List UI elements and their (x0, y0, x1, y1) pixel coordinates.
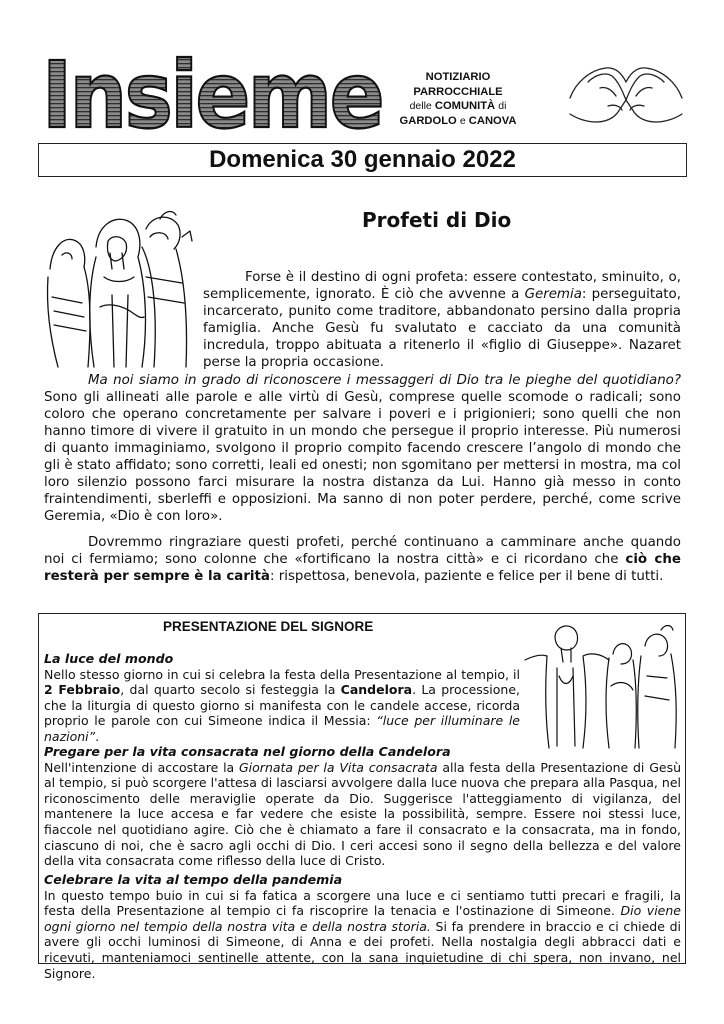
section-text: Nello stesso giorno in cui si celebra la festa della Presentazione al tempio, il 2 Febbraio, dal quarto secolo si festeggia la Candelora. La processione, che la liturgia di questo giorno si manifesta con le candele accese, ricorda proprio le parole con cui Simeone indica il Messia: “luce per illuminare le nazioni”. (44, 666, 520, 744)
editorial-paragraph: Dovremmo ringraziare questi profeti, perché continuano a camminare anche quando noi ci fermiamo; sono colonne che «fortificano la nostra città» e ci ricordano che ciò che resterà per sempre è la carità: rispettosa, benevola, paziente e felice per il bene di tutti. (44, 535, 681, 584)
editorial-paragraph: Ma noi siamo in grado di riconoscere i messaggeri di Dio tra le pieghe del quotidiano? Sono gli allineati alle parole e alle virtù di Gesù, comprese quelle scomode o radicali; sono coloro che operano concretamente per salvare i poveri e i prigionieri; sono quelli che non hanno timore di vivere il gratuito in un mondo che persegue il proprio interesse. Più numerosi di quanto immaginiamo, svolgono il proprio compito facendo crescere l’angolo di mondo che gli è stato affidato; sono corretti, leali ed onesti; non sgomitano per mettersi in mostra, ma col loro silenzio possono farci misurare la nostra distanza da Lui. Hanno già messo in conto fraintendimenti, sberleffi e opposizioni. Ma sanno di non poter perdere, perché, come scrive Geremia, «Dio è con loro». (44, 373, 681, 524)
bulletin-info (388, 70, 528, 128)
bulletin-type: NOTIZIARIO (425, 71, 491, 83)
section-consecrated-life (44, 744, 681, 869)
section-light-of-world (44, 651, 520, 745)
section-heading: La luce del mondo (44, 651, 174, 666)
presentation-title: PRESENTAZIONE DEL SIGNORE (163, 619, 374, 634)
date-banner: Domenica 30 gennaio 2022 (38, 143, 687, 177)
bulletin-subtype: PARROCCHIALE (413, 85, 503, 98)
section-heading: Celebrare la vita al tempo della pandemia (44, 872, 343, 887)
section-heading: Pregare per la vita consacrata nel giorno della Candelora (44, 744, 451, 759)
bulletin-places: GARDOLO e CANOVA (399, 114, 517, 127)
logo-text: Insieme (42, 55, 382, 135)
presentation-illustration (521, 616, 681, 750)
insieme-logo (40, 55, 385, 135)
heart-hands-icon (566, 60, 686, 128)
prophets-illustration (42, 207, 194, 369)
editorial-paragraph: Forse è il destino di ogni profeta: essere contestato, sminuito, o, semplicemente, ignorato. È ciò che avvenne a Geremia: perseguitato, incarcerato, punito come traditore, abbandonato persino dalla propria famiglia. Anche Gesù fu svalutato e cacciato da una comunità incredula, troppo abituata a ritenerlo il «figlio di Giuseppe». Nazaret perse la propria occasione. (203, 270, 681, 370)
section-text: In questo tempo buio in cui si fa fatica a scorgere una luce e ci sentiamo tutti precari e fragili, la festa della Presentazione al tempio ci fa riscoprire la tenacia e l'ostinazione di Simeone. Dio viene ogni giorno nel tempio della nostra vita e della nostra storia. Si fa prendere in braccio e ci chiede di avere gli occhi luminosi di Simeone, di Anna e dei profeti. Nella nostalgia degli abbracci dati e ricevuti, manteniamoci sentinelle attente, con la sana inquietudine di chi spera, non invano, nel Signore. (44, 887, 682, 981)
editorial-body (44, 372, 681, 585)
section-pandemic (44, 872, 681, 981)
editorial-title: Profeti di Dio (362, 208, 512, 232)
section-text: Nell'intenzione di accostare la Giornata per la Vita consacrata alla festa della Presentazione di Gesù al tempio, si può scorgere l'attesa di lasciarsi avvolgere dalla luce nuova che prepara alla Pasqua, nel riconoscimento delle meraviglie operate da Dio. Suggerisce l'atteggiamento di vigilanza, del mantenere la luce accesa e far vedere che esiste la possibilità, sempre. Essere noi stessi luce, fiaccole nel quotidiano agire. Ciò che è chiamato a fare il consacrato e la consacrata, ma in fondo, ciascuno di noi, che è sacro agli occhi di Dio. I ceri accesi sono il segno della bellezza e del valore della vita consacrata come riflesso della luce di Cristo. (44, 759, 682, 869)
bulletin-communities: delle COMUNITÀ di (409, 100, 507, 112)
